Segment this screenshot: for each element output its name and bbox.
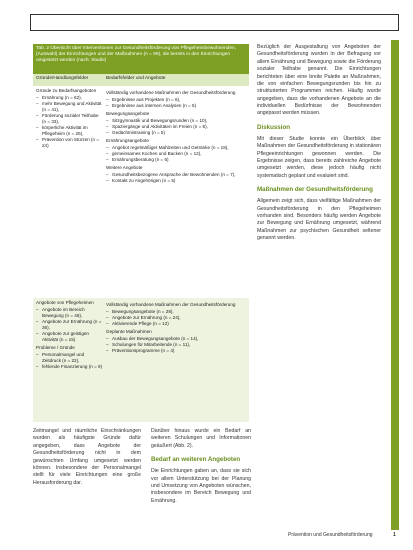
paragraph: Die Einrichtungen gaben an, dass sie sich vor allem Unterstützung bei der Planung und Umsetzung von Angeboten wünschen, insbesondere im Bereich Bewegung und Ernährung. [151,468,251,504]
list-item: – Angebot regelmäßiger Mahlzeiten und Getränke (n = 18), [106,145,246,151]
header-box [30,14,399,31]
paragraph: Allgemein zeigt sich, dass vielfältige Maßnahmen der Gesundheitsförderung in den Pflegeheimen vorhanden sind. Besonders häufig werden Angebote zur Bewegung und Ernährung umgesetzt, während Maßnahmen zur psychischen Gesundheit seltener genannt werden. [257,198,381,241]
group [106,302,246,327]
list-item: – fehlende Finanzierung (n = 9) [36,364,103,370]
list-item: – Schulungen für Mitarbeitende (n = 11), [106,342,246,348]
list-item: – Angebote zur Ernährung (n = 36), [36,319,103,331]
survey-table [33,44,249,422]
table-header [33,74,249,86]
section-heading-bedarf: Bedarf an weiteren Angeboten [151,456,241,464]
list-item: – Präventionsprogramme (n = 4) [106,348,246,354]
group-title: Geplante Maßnahmen [106,328,152,334]
paragraph: Mit dieser Studie konnte ein Überblick über Maßnahmen der Gesundheitsförderung in stationären Pflegeeinrichtungen gewonnen werden. Die Ergebnisse zeigen, dass bereits zahlreiche Angebote umgesetzt werden, diese jedoch häufig nicht systematisch geplant und evaluiert sind. [257,135,381,179]
page-number: 1 [393,532,396,538]
group [106,90,246,109]
table-header-col2: Bedarfsfelder und Angebote [106,76,166,81]
table-cell-right [106,88,246,296]
bottom-left-column [33,428,141,490]
table-header-col1: Gründe/Handlungsfelder [36,76,89,81]
list-item: – Angebote im Bereich Bewegung (n = 48), [36,307,103,319]
table-row [33,298,249,422]
right-column [257,44,381,245]
list-item: – Gesundheitsbezogene Ansprache der Bewohnenden (n = 7), [106,172,246,178]
list-item: – gemeinsames Kochen und Backen (n = 12), [106,151,246,157]
list-item: – Ernährung (n = 62), [36,95,103,101]
paragraph: Darüber hinaus wurde ein Bedarf an weiteren Schulungen und Informationen geäußert (Abb. 2). [151,428,251,449]
list-item: – körperliche Aktivität im Pflegeheim (n = 25), [36,125,103,137]
sidebar-accent [391,40,399,530]
group-title: Vollständig vorhandene Maßnahmen der Gesundheitsförderung [106,90,236,95]
cell-title: Probleme / Gründe [36,344,75,350]
section-heading-diskussion: Diskussion [257,123,291,131]
group-title: Weitere Angebote [106,164,143,170]
list-item: – Gedächtnistraining (n = 5) [106,130,246,136]
table-cell-left [36,300,106,420]
list-item: – Angebote zur geistigen Aktivität (n = 15) [36,331,103,343]
group [106,165,246,184]
running-footer: Prävention und Gesundheitsförderung [288,532,373,538]
paragraph: Bezüglich der Ausgestaltung von Angeboten der Gesundheitsförderung wurden in der Befragung vor allem Ernährung und Bewegung sowie die Förderung sozialer Teilhabe genannt. Die Einrichtungen berichteten über eine breite Palette an Maßnahmen, die von einfachen Bewegungsrunden bis hin zu strukturierten Programmen reichen. Häufig wurde angegeben, dass die vorhandenen Angebote an die individuellen Bedürfnisse der Bewohnenden angepasst werden müssen. [257,44,381,117]
list-item: – Angebote zur Ernährung (n = 24), [106,315,246,321]
list-item: – mehr Bewegung und Aktivität (n = 41), [36,101,103,113]
table-cell-left [36,88,106,296]
group-title: Ernährungsangebote [106,137,149,143]
list-item: – Ernährungsberatung (n = 6) [106,157,246,163]
group [106,138,246,163]
group-title: Vollständig vorhandene Maßnahmen der Gesundheitsförderung [106,302,236,307]
group [106,111,246,136]
table-cell-right [106,300,246,420]
list-item: – Prävention von Stürzen (n = 24) [36,137,103,149]
list-item: – Sitzgymnastik und Bewegungsrunden (n = 10), [106,118,246,124]
list-item: – Kontakt zu Angehörigen (n = 5) [106,178,246,184]
list-item: – Ergebnisse aus internen Analysen (n = 5) [106,103,246,109]
cell-title: Gründe zu Bedarfsangeboten [36,88,97,93]
list-item: – Förderung sozialer Teilhabe (n = 33), [36,113,103,125]
cell-title: Angebote von Pflegeheimen [36,300,94,305]
table-row [33,86,249,298]
list-item: – Bewegungsangebote (n = 28), [106,309,246,315]
paragraph: Zeitmangel und räumliche Einschränkungen wurden als häufigste Gründe dafür angegeben, dass Angebote der Gesundheitsförderung nicht in dem gewünschten Umfang umgesetzt werden können. Insbesondere der Personalmangel stellt für viele Einrichtungen eine große Herausforderung dar. [33,428,141,486]
list-item: – Ausbau der Bewegungsangebote (n = 14), [106,336,246,342]
bottom-middle-column [151,428,251,508]
section-heading-massnahmen: Maßnahmen der Gesundheitsförderung [257,186,373,194]
list-item: – Ergebnisse aus Projekten (n = 6), [106,97,246,103]
list-item: – Aktivierende Pflege (n = 12) [106,321,246,327]
group-title: Bewegungsangebote [106,110,150,116]
group [106,329,246,354]
table-caption: Tab. 2 Übersicht über Interventionen zur Gesundheitsförderung von Pflegeheimbewohnenden, (Auswahl) der Einrichtungen und der Maßnahmen (n = 99), die bereits in den Einrichtungen umgesetzt werden (nach: Studie) [33,44,249,74]
list-item: – Spaziergänge und Aktivitäten im Freien (n = 8), [106,124,246,130]
list-item: – Personalmangel und Zeitdruck (n = 22), [36,352,103,364]
